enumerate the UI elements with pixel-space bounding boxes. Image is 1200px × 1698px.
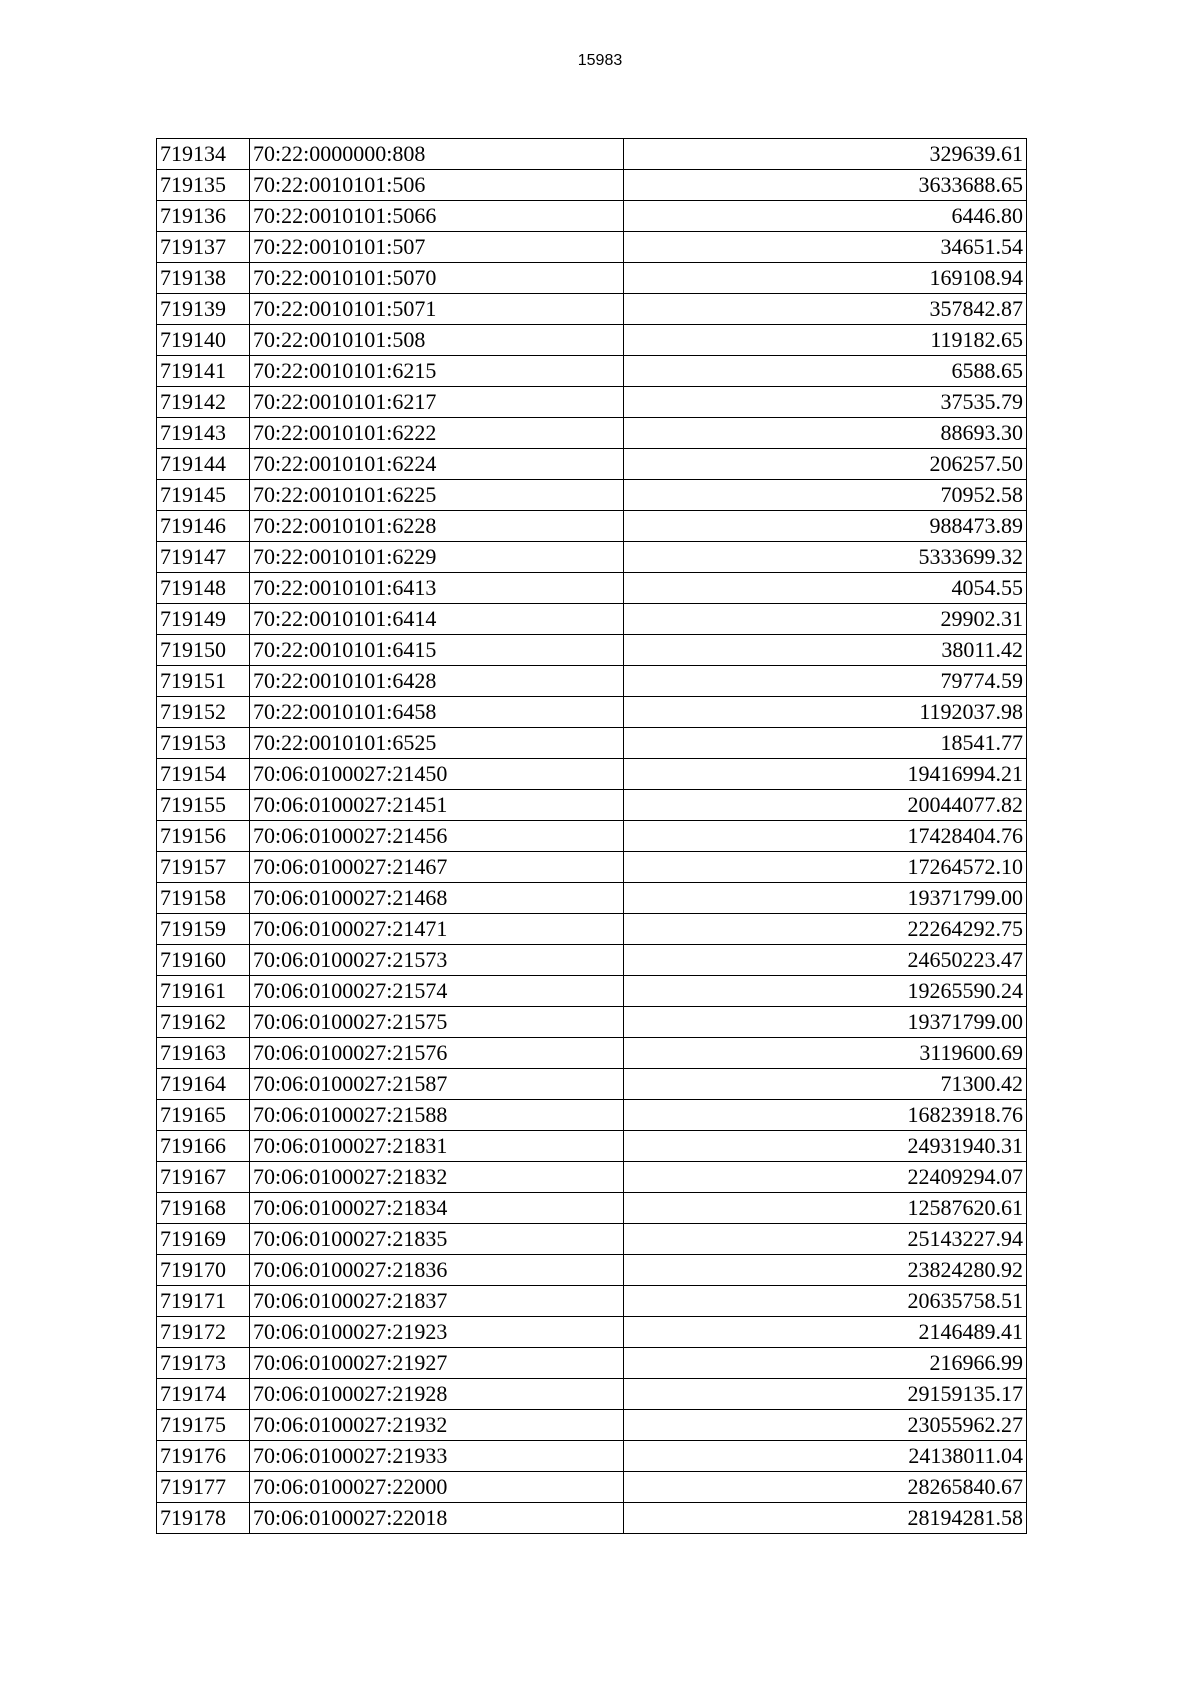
table-row	[157, 1317, 1027, 1348]
cadastral-value-cell: 29902.31	[624, 604, 1027, 635]
cadastral-value-cell: 3119600.69	[624, 1038, 1027, 1069]
table-body	[157, 139, 1027, 1534]
table-row	[157, 1472, 1027, 1503]
cadastral-number-cell: 70:06:0100027:21450	[250, 759, 624, 790]
cadastral-value-cell: 23055962.27	[624, 1410, 1027, 1441]
row-number-cell: 719160	[157, 945, 250, 976]
cadastral-number-cell: 70:22:0010101:5071	[250, 294, 624, 325]
table-row	[157, 1286, 1027, 1317]
table-row	[157, 852, 1027, 883]
row-number-cell: 719177	[157, 1472, 250, 1503]
cadastral-number-cell: 70:06:0100027:21456	[250, 821, 624, 852]
table-row	[157, 356, 1027, 387]
cadastral-number-cell: 70:06:0100027:21831	[250, 1131, 624, 1162]
cadastral-number-cell: 70:22:0000000:808	[250, 139, 624, 170]
table-row	[157, 697, 1027, 728]
cadastral-value-cell: 22409294.07	[624, 1162, 1027, 1193]
row-number-cell: 719154	[157, 759, 250, 790]
cadastral-value-cell: 38011.42	[624, 635, 1027, 666]
row-number-cell: 719168	[157, 1193, 250, 1224]
table-row	[157, 449, 1027, 480]
cadastral-number-cell: 70:22:0010101:507	[250, 232, 624, 263]
row-number-cell: 719178	[157, 1503, 250, 1534]
table-row	[157, 170, 1027, 201]
row-number-cell: 719167	[157, 1162, 250, 1193]
cadastral-number-cell: 70:06:0100027:21587	[250, 1069, 624, 1100]
row-number-cell: 719161	[157, 976, 250, 1007]
cadastral-value-cell: 206257.50	[624, 449, 1027, 480]
cadastral-number-cell: 70:06:0100027:22000	[250, 1472, 624, 1503]
row-number-cell: 719135	[157, 170, 250, 201]
cadastral-value-cell: 5333699.32	[624, 542, 1027, 573]
table-row	[157, 573, 1027, 604]
table-row	[157, 1069, 1027, 1100]
row-number-cell: 719138	[157, 263, 250, 294]
cadastral-number-cell: 70:06:0100027:21834	[250, 1193, 624, 1224]
table-row	[157, 790, 1027, 821]
table-row	[157, 387, 1027, 418]
table-row	[157, 883, 1027, 914]
cadastral-value-cell: 37535.79	[624, 387, 1027, 418]
cadastral-number-cell: 70:06:0100027:21576	[250, 1038, 624, 1069]
cadastral-number-cell: 70:22:0010101:6413	[250, 573, 624, 604]
table-row	[157, 542, 1027, 573]
row-number-cell: 719152	[157, 697, 250, 728]
cadastral-value-cell: 28265840.67	[624, 1472, 1027, 1503]
row-number-cell: 719149	[157, 604, 250, 635]
table-row	[157, 945, 1027, 976]
cadastral-value-cell: 169108.94	[624, 263, 1027, 294]
cadastral-number-cell: 70:06:0100027:21923	[250, 1317, 624, 1348]
cadastral-number-cell: 70:22:0010101:6428	[250, 666, 624, 697]
cadastral-number-cell: 70:06:0100027:21928	[250, 1379, 624, 1410]
cadastral-value-cell: 71300.42	[624, 1069, 1027, 1100]
cadastral-number-cell: 70:22:0010101:5066	[250, 201, 624, 232]
cadastral-number-cell: 70:06:0100027:21451	[250, 790, 624, 821]
table-row	[157, 294, 1027, 325]
table-row	[157, 666, 1027, 697]
row-number-cell: 719144	[157, 449, 250, 480]
table-row	[157, 480, 1027, 511]
cadastral-value-cell: 357842.87	[624, 294, 1027, 325]
table-row	[157, 418, 1027, 449]
cadastral-value-cell: 24650223.47	[624, 945, 1027, 976]
cadastral-value-cell: 6446.80	[624, 201, 1027, 232]
cadastral-value-cell: 19371799.00	[624, 1007, 1027, 1038]
row-number-cell: 719147	[157, 542, 250, 573]
cadastral-value-cell: 216966.99	[624, 1348, 1027, 1379]
cadastral-number-cell: 70:06:0100027:21832	[250, 1162, 624, 1193]
cadastral-number-cell: 70:06:0100027:21573	[250, 945, 624, 976]
table-row	[157, 1255, 1027, 1286]
cadastral-value-cell: 17428404.76	[624, 821, 1027, 852]
row-number-cell: 719158	[157, 883, 250, 914]
cadastral-value-cell: 988473.89	[624, 511, 1027, 542]
cadastral-number-cell: 70:22:0010101:6414	[250, 604, 624, 635]
cadastral-value-table	[156, 138, 1027, 1534]
cadastral-value-cell: 18541.77	[624, 728, 1027, 759]
row-number-cell: 719142	[157, 387, 250, 418]
row-number-cell: 719134	[157, 139, 250, 170]
cadastral-number-cell: 70:22:0010101:6222	[250, 418, 624, 449]
cadastral-value-cell: 29159135.17	[624, 1379, 1027, 1410]
cadastral-number-cell: 70:22:0010101:506	[250, 170, 624, 201]
cadastral-value-cell: 22264292.75	[624, 914, 1027, 945]
row-number-cell: 719157	[157, 852, 250, 883]
table-row	[157, 1410, 1027, 1441]
cadastral-value-cell: 24931940.31	[624, 1131, 1027, 1162]
cadastral-number-cell: 70:06:0100027:21835	[250, 1224, 624, 1255]
row-number-cell: 719139	[157, 294, 250, 325]
row-number-cell: 719173	[157, 1348, 250, 1379]
table-row	[157, 728, 1027, 759]
row-number-cell: 719140	[157, 325, 250, 356]
cadastral-value-cell: 25143227.94	[624, 1224, 1027, 1255]
cadastral-number-cell: 70:06:0100027:22018	[250, 1503, 624, 1534]
page-number: 15983	[577, 52, 623, 69]
cadastral-number-cell: 70:06:0100027:21468	[250, 883, 624, 914]
cadastral-value-cell: 119182.65	[624, 325, 1027, 356]
cadastral-number-cell: 70:06:0100027:21932	[250, 1410, 624, 1441]
cadastral-value-cell: 6588.65	[624, 356, 1027, 387]
table-row	[157, 1224, 1027, 1255]
row-number-cell: 719143	[157, 418, 250, 449]
row-number-cell: 719174	[157, 1379, 250, 1410]
cadastral-number-cell: 70:06:0100027:21927	[250, 1348, 624, 1379]
cadastral-number-cell: 70:22:0010101:5070	[250, 263, 624, 294]
row-number-cell: 719145	[157, 480, 250, 511]
cadastral-number-cell: 70:22:0010101:6525	[250, 728, 624, 759]
row-number-cell: 719150	[157, 635, 250, 666]
row-number-cell: 719166	[157, 1131, 250, 1162]
table-row	[157, 914, 1027, 945]
cadastral-number-cell: 70:22:0010101:6215	[250, 356, 624, 387]
table-row	[157, 821, 1027, 852]
cadastral-number-cell: 70:06:0100027:21575	[250, 1007, 624, 1038]
table-row	[157, 1131, 1027, 1162]
table-row	[157, 635, 1027, 666]
row-number-cell: 719159	[157, 914, 250, 945]
table-row	[157, 604, 1027, 635]
table-row	[157, 1441, 1027, 1472]
table-row	[157, 1162, 1027, 1193]
table-row	[157, 263, 1027, 294]
row-number-cell: 719176	[157, 1441, 250, 1472]
table-row	[157, 325, 1027, 356]
cadastral-value-cell: 20044077.82	[624, 790, 1027, 821]
cadastral-number-cell: 70:06:0100027:21574	[250, 976, 624, 1007]
table-row	[157, 759, 1027, 790]
table-row	[157, 1193, 1027, 1224]
cadastral-value-cell: 19265590.24	[624, 976, 1027, 1007]
row-number-cell: 719175	[157, 1410, 250, 1441]
row-number-cell: 719165	[157, 1100, 250, 1131]
cadastral-number-cell: 70:06:0100027:21836	[250, 1255, 624, 1286]
cadastral-value-cell: 28194281.58	[624, 1503, 1027, 1534]
cadastral-value-cell: 20635758.51	[624, 1286, 1027, 1317]
row-number-cell: 719141	[157, 356, 250, 387]
row-number-cell: 719170	[157, 1255, 250, 1286]
cadastral-value-cell: 19371799.00	[624, 883, 1027, 914]
row-number-cell: 719171	[157, 1286, 250, 1317]
table-row	[157, 201, 1027, 232]
cadastral-value-cell: 329639.61	[624, 139, 1027, 170]
table-row	[157, 511, 1027, 542]
row-number-cell: 719169	[157, 1224, 250, 1255]
cadastral-value-cell: 12587620.61	[624, 1193, 1027, 1224]
table-row	[157, 976, 1027, 1007]
row-number-cell: 719155	[157, 790, 250, 821]
table-row	[157, 139, 1027, 170]
row-number-cell: 719162	[157, 1007, 250, 1038]
table-row	[157, 1348, 1027, 1379]
cadastral-number-cell: 70:22:0010101:6217	[250, 387, 624, 418]
row-number-cell: 719148	[157, 573, 250, 604]
row-number-cell: 719172	[157, 1317, 250, 1348]
table-row	[157, 1100, 1027, 1131]
cadastral-number-cell: 70:06:0100027:21588	[250, 1100, 624, 1131]
cadastral-value-cell: 19416994.21	[624, 759, 1027, 790]
cadastral-number-cell: 70:06:0100027:21471	[250, 914, 624, 945]
cadastral-value-cell: 88693.30	[624, 418, 1027, 449]
cadastral-value-cell: 24138011.04	[624, 1441, 1027, 1472]
row-number-cell: 719153	[157, 728, 250, 759]
cadastral-number-cell: 70:22:0010101:6228	[250, 511, 624, 542]
cadastral-number-cell: 70:22:0010101:6224	[250, 449, 624, 480]
cadastral-number-cell: 70:22:0010101:6415	[250, 635, 624, 666]
cadastral-value-cell: 3633688.65	[624, 170, 1027, 201]
row-number-cell: 719136	[157, 201, 250, 232]
table-row	[157, 232, 1027, 263]
cadastral-number-cell: 70:06:0100027:21933	[250, 1441, 624, 1472]
table-row	[157, 1503, 1027, 1534]
row-number-cell: 719163	[157, 1038, 250, 1069]
cadastral-value-cell: 4054.55	[624, 573, 1027, 604]
row-number-cell: 719156	[157, 821, 250, 852]
cadastral-value-cell: 17264572.10	[624, 852, 1027, 883]
cadastral-number-cell: 70:22:0010101:6229	[250, 542, 624, 573]
cadastral-number-cell: 70:06:0100027:21837	[250, 1286, 624, 1317]
row-number-cell: 719164	[157, 1069, 250, 1100]
table-row	[157, 1379, 1027, 1410]
cadastral-value-cell: 34651.54	[624, 232, 1027, 263]
cadastral-number-cell: 70:22:0010101:6458	[250, 697, 624, 728]
row-number-cell: 719146	[157, 511, 250, 542]
table-row	[157, 1038, 1027, 1069]
cadastral-number-cell: 70:22:0010101:508	[250, 325, 624, 356]
cadastral-value-cell: 70952.58	[624, 480, 1027, 511]
cadastral-number-cell: 70:06:0100027:21467	[250, 852, 624, 883]
cadastral-value-cell: 16823918.76	[624, 1100, 1027, 1131]
cadastral-value-cell: 2146489.41	[624, 1317, 1027, 1348]
cadastral-value-cell: 1192037.98	[624, 697, 1027, 728]
row-number-cell: 719137	[157, 232, 250, 263]
cadastral-value-cell: 23824280.92	[624, 1255, 1027, 1286]
row-number-cell: 719151	[157, 666, 250, 697]
table-row	[157, 1007, 1027, 1038]
cadastral-number-cell: 70:22:0010101:6225	[250, 480, 624, 511]
cadastral-value-cell: 79774.59	[624, 666, 1027, 697]
